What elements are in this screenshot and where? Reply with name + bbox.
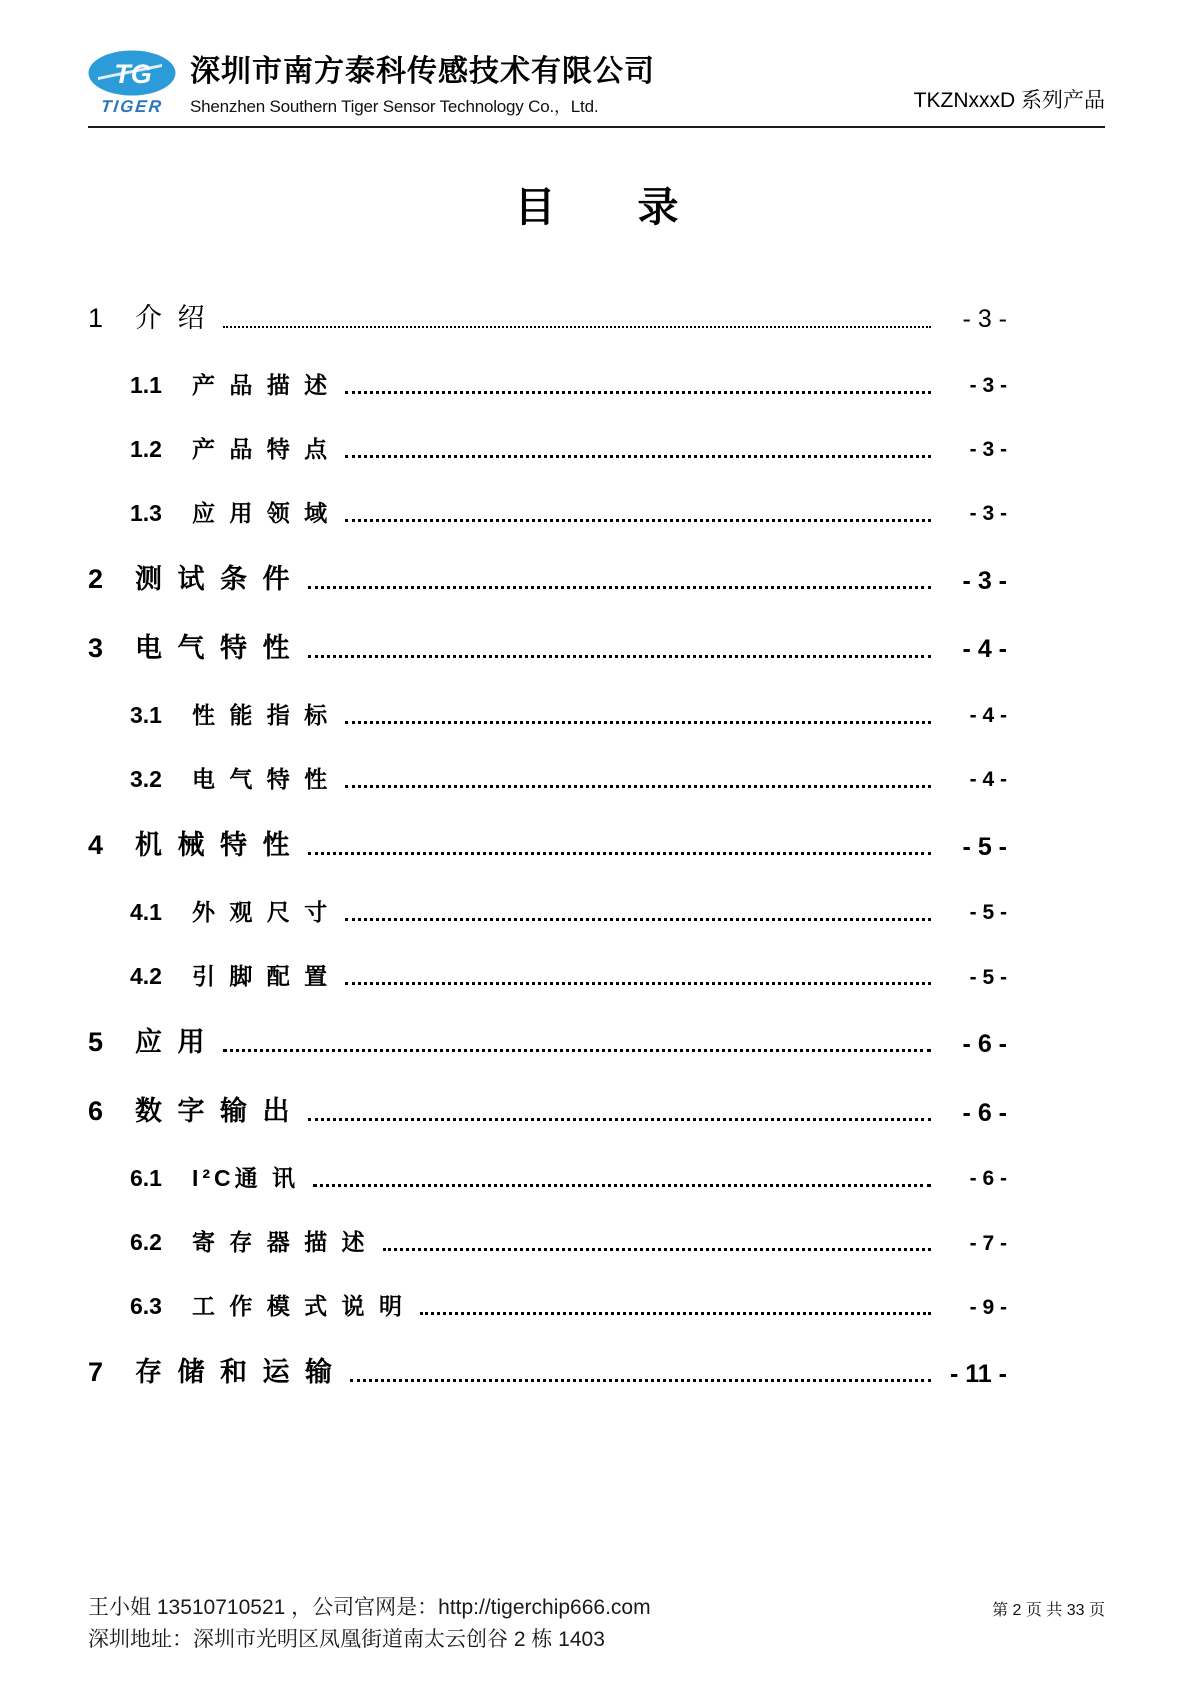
toc-entry-page: - 7 - <box>969 1231 1007 1255</box>
toc-entry-page: - 3 - <box>969 374 1007 398</box>
toc-entry-number: 1.2 <box>130 435 162 462</box>
toc-entry-label: 电 气 特 性 <box>192 766 332 793</box>
toc-entry-1[interactable] <box>88 303 1007 335</box>
toc-entry-page: - 3 - <box>969 438 1007 462</box>
toc-entry-number: 5 <box>88 1027 104 1058</box>
dot-leader <box>313 1184 931 1187</box>
toc-entry-number: 4.1 <box>130 899 162 926</box>
dot-leader <box>308 852 931 855</box>
toc-entry-page: - 3 - <box>962 566 1007 595</box>
toc-entry-7[interactable] <box>88 1357 1007 1389</box>
product-series-label: TKZNxxxD 系列产品 <box>913 89 1105 112</box>
toc-entry-number: 3.2 <box>130 766 162 793</box>
toc-entry-label: 引 脚 配 置 <box>192 963 332 990</box>
toc-entry-page: - 4 - <box>969 768 1007 792</box>
toc-entry-6[interactable] <box>88 1096 1007 1128</box>
footer-address-line: 深圳地址：深圳市光明区凤凰街道南太云创谷 2 栋 1403 <box>88 1628 605 1652</box>
dot-leader <box>308 586 931 589</box>
page-title: 目 录 <box>514 184 679 230</box>
toc-entry-6-2[interactable] <box>88 1229 1007 1256</box>
toc-entry-page: - 9 - <box>969 1295 1007 1319</box>
dot-leader <box>223 1049 931 1052</box>
toc-entry-label: 外 观 尺 寸 <box>192 899 332 926</box>
toc-entry-label: 产 品 特 点 <box>192 435 332 462</box>
toc-entry-label: 机 械 特 性 <box>135 830 294 861</box>
toc-entry-page: - 11 - <box>950 1359 1007 1388</box>
tiger-monogram: TG <box>114 59 152 89</box>
toc-entry-number: 1 <box>88 303 104 333</box>
document-footer <box>88 1592 1105 1657</box>
toc-entry-page: - 3 - <box>969 502 1007 526</box>
footer-contact-block <box>88 1592 651 1657</box>
toc-entry-1-3[interactable] <box>88 500 1007 527</box>
tiger-logo-icon <box>88 50 176 96</box>
toc-entry-label: I²C通 讯 <box>192 1165 300 1192</box>
dot-leader <box>345 391 931 394</box>
toc-entry-6-1[interactable] <box>88 1165 1007 1192</box>
toc-entry-1-1[interactable] <box>88 372 1007 399</box>
toc-entry-4-1[interactable] <box>88 899 1007 926</box>
toc-entry-page: - 3 - <box>962 305 1007 334</box>
dot-leader <box>383 1248 931 1251</box>
toc-entry-label: 寄 存 器 描 述 <box>192 1229 369 1256</box>
toc-entry-page: - 6 - <box>962 1029 1007 1058</box>
toc-entry-number: 6.1 <box>130 1165 162 1192</box>
toc-entry-number: 2 <box>88 564 104 595</box>
footer-contact-line: 王小姐 13510710521 ，公司官网是：http://tigerchip666.com <box>88 1595 651 1619</box>
toc-entry-label: 应 用 <box>135 1027 209 1058</box>
page-number-indicator: 第 2 页 共 33 页 <box>992 1601 1105 1619</box>
toc-entry-number: 4 <box>88 830 104 861</box>
toc-entry-number: 1.3 <box>130 500 162 527</box>
toc-entry-number: 1.1 <box>130 371 162 398</box>
company-name-en: Shenzhen Southern Tiger Sensor Technology Co.，Ltd. <box>190 97 599 116</box>
table-of-contents <box>88 233 1105 1389</box>
toc-entry-label: 应 用 领 域 <box>192 500 332 527</box>
toc-entry-number: 4.2 <box>130 963 162 990</box>
toc-entry-2[interactable] <box>88 564 1007 596</box>
company-name-block <box>190 55 655 117</box>
dot-leader <box>345 785 931 788</box>
toc-entry-4[interactable] <box>88 830 1007 862</box>
toc-entry-3-1[interactable] <box>88 702 1007 729</box>
tiger-wordmark: TIGER <box>100 97 165 116</box>
toc-entry-3-2[interactable] <box>88 766 1007 793</box>
dot-leader <box>420 1312 931 1315</box>
dot-leader <box>345 982 931 985</box>
company-name-cn: 深圳市南方泰科传感技术有限公司 <box>190 55 655 88</box>
dot-leader <box>345 519 931 522</box>
toc-entry-label: 存 储 和 运 输 <box>135 1357 337 1388</box>
toc-entry-label: 测 试 条 件 <box>135 564 294 595</box>
dot-leader <box>308 655 931 658</box>
toc-entry-label: 产 品 描 述 <box>192 371 332 398</box>
toc-entry-page: - 6 - <box>969 1167 1007 1191</box>
toc-entry-number: 3.1 <box>130 701 162 728</box>
toc-entry-label: 性 能 指 标 <box>192 701 332 728</box>
toc-entry-label: 工 作 模 式 说 明 <box>192 1293 406 1320</box>
toc-entry-number: 7 <box>88 1357 104 1388</box>
toc-entry-1-2[interactable] <box>88 436 1007 463</box>
toc-entry-number: 6.3 <box>130 1293 162 1320</box>
dot-leader <box>345 918 931 921</box>
toc-entry-6-3[interactable] <box>88 1293 1007 1320</box>
toc-entry-label: 介 绍 <box>135 303 209 333</box>
toc-entry-page: - 4 - <box>969 704 1007 728</box>
dot-leader <box>345 455 931 458</box>
toc-entry-4-2[interactable] <box>88 963 1007 990</box>
dot-leader <box>345 721 931 724</box>
toc-entry-number: 6.2 <box>130 1229 162 1256</box>
toc-entry-page: - 5 - <box>962 832 1007 861</box>
toc-entry-page: - 5 - <box>969 965 1007 989</box>
dot-leader <box>350 1379 931 1382</box>
toc-entry-3[interactable] <box>88 633 1007 665</box>
toc-entry-label: 数 字 输 出 <box>135 1096 294 1127</box>
document-header <box>88 50 1105 128</box>
toc-entry-page: - 5 - <box>969 901 1007 925</box>
toc-entry-label: 电 气 特 性 <box>135 633 294 664</box>
dot-leader <box>223 326 931 328</box>
toc-entry-number: 3 <box>88 633 104 664</box>
dot-leader <box>308 1118 931 1121</box>
toc-entry-number: 6 <box>88 1096 104 1127</box>
toc-entry-page: - 6 - <box>962 1098 1007 1127</box>
toc-entry-page: - 4 - <box>962 635 1007 664</box>
tiger-logo <box>88 50 176 117</box>
toc-entry-5[interactable] <box>88 1027 1007 1059</box>
